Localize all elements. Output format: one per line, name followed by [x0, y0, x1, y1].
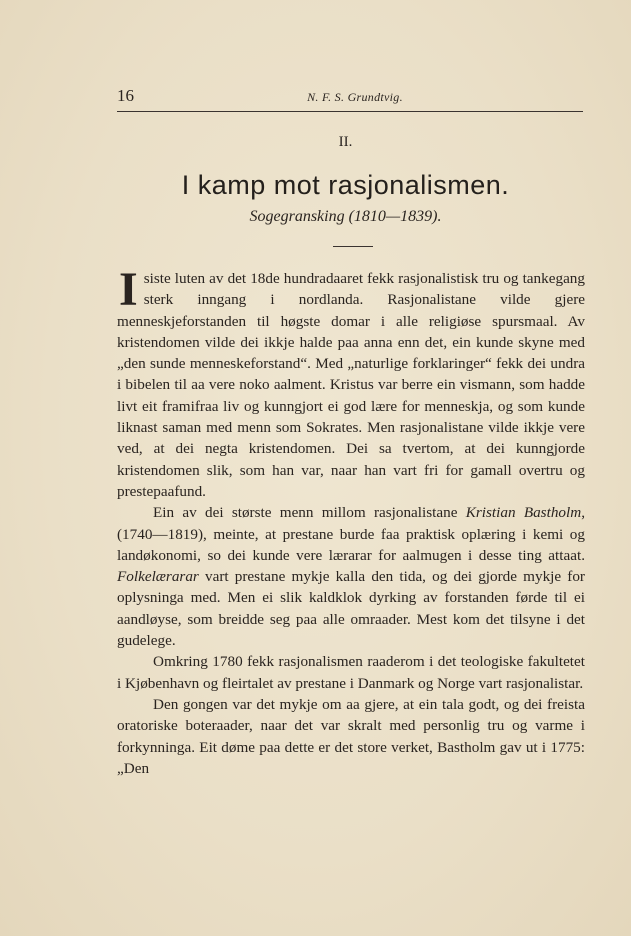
running-title: N. F. S. Grundtvig. [307, 90, 403, 104]
drop-cap: I [119, 263, 138, 316]
chapter-number: II. [338, 134, 353, 150]
title-rule [333, 246, 373, 247]
header-rule [117, 111, 583, 112]
paragraph-4: Den gongen var det mykje om aa gjere, at ein tala godt, og dei freista oratoriske boteraader, naar det var skralt med personlig tru og varme i forkynninga. Eit døme paa dette er det store verket, Bastholm gav ut i 1775: „Den [117, 695, 585, 777]
page-number: 16 [117, 86, 134, 105]
person-name-bastholm: Kristian Bastholm [465, 504, 582, 522]
chapter-title: I kamp mot rasjonalismen. [181, 170, 510, 200]
term-folkelaerarar: Folkelærarar [117, 568, 199, 586]
paragraph-2-text-a: Ein av dei største menn millom rasjonalistane [153, 504, 466, 522]
paragraph-2-text-b: , (1740—1819), meinte, at prestane burde faa praktisk oplæring i kemi og landøkonomi, so dei kunde vere lærarar for aalmugen i desse ting attaat. [117, 504, 585, 564]
body-text [117, 263, 585, 779]
paragraph-2 [117, 502, 585, 651]
running-head [117, 86, 583, 110]
chapter-subtitle: Sogegransking (1810—1839). [249, 208, 442, 225]
paragraph-2-text-c: vart prestane mykje kalla den tida, og dei gjorde mykje for oplysninga med. Men ei slik kaldklok dyrking av forstanden førde til ei aandløyse, som breidde seg paa alle omraader. Mest kom det tilsyne i det gudelege. [117, 568, 585, 650]
paragraph-1 [117, 263, 585, 502]
paragraph-1-text: siste luten av det 18de hundradaaret fekk rasjonalistisk tru og tankegang sterk inngang i nordlanda. Rasjonalistane vilde gjere menneskjeforstanden til høgste domar i alle religiøse spursmaal. Av kristendomen vilde dei ikkje halde paa anna enn det, ein kunde skyne med „den sunde menneskeforstand“. Med „naturlige forklaringer“ fekk dei undra i bibelen til aa vere noko aalment. Kristus var berre ein vismann, som hadde livt eit framifraa liv og kunngjort ei god lære for menneskja, og som kunde liknast saman med menn som Sokrates. Men rasjonalistane vilde ikkje vere ved, at dei negta kristendomen. Dei sa tvertom, at dei kunngjorde kristendomen slik, som han var, naar han vart fri for gamall overtru og prestepaafund. [117, 270, 585, 500]
paragraph-3: Omkring 1780 fekk rasjonalismen raaderom i det teologiske fakultetet i Kjøbenhavn og fleirtalet av prestane i Danmark og Norge vart rasjonalistar. [117, 653, 585, 692]
